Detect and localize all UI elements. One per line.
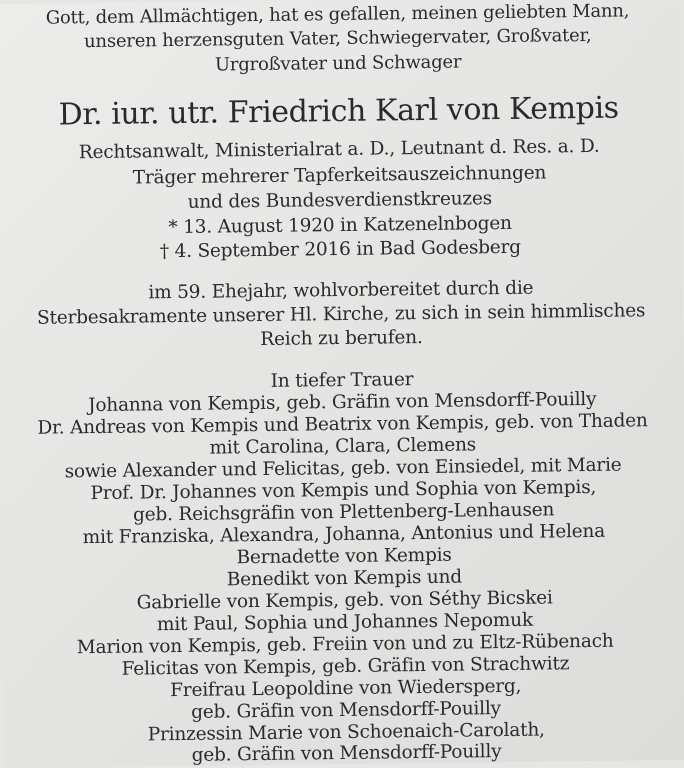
mourner-line: Benedikt von Kempis und bbox=[226, 566, 463, 591]
deceased-honors: Träger mehrerer Tapferkeitsauszeichnungen bbox=[132, 162, 547, 189]
mourner-line: Marion von Kempis, geb. Freiin von und zu Eltz-Rübenach bbox=[76, 630, 614, 659]
mourner-line: Gabrielle von Kempis, geb. von Séthy Bicskei bbox=[136, 587, 553, 614]
mourner-line: Prof. Dr. Johannes von Kempis und Sophia von Kempis, bbox=[90, 476, 597, 505]
deceased-honors: und des Bundesverdienstkreuzes bbox=[187, 188, 493, 213]
mourner-line: mit Carolina, Clara, Clemens bbox=[209, 434, 477, 459]
mourner-line: sowie Alexander und Felicitas, geb. von Einsiedel, mit Marie bbox=[64, 454, 622, 483]
birth-date: * 13. August 1920 in Katzenelnbogen bbox=[168, 212, 512, 239]
deceased-name: Dr. iur. utr. Friedrich Karl von Kempis bbox=[58, 90, 619, 133]
mourner-line: Prinzessin Marie von Schoenaich-Carolath, bbox=[147, 719, 545, 746]
intro-line: unseren herzensguten Vater, Schwiegervater, Großvater, bbox=[83, 24, 592, 53]
mourner-line: geb. Gräfin von Mensdorff-Pouilly bbox=[191, 741, 502, 766]
death-date: † 4. September 2016 in Bad Godesberg bbox=[159, 236, 522, 263]
mourner-line: Bernadette von Kempis bbox=[236, 544, 452, 569]
mourner-line: geb. Gräfin von Mensdorff-Pouilly bbox=[191, 698, 502, 723]
mourner-line: geb. Reichsgräfin von Plettenberg-Lenhausen bbox=[132, 499, 555, 526]
mourners-heading: In tiefer Trauer bbox=[270, 369, 414, 392]
mourner-line: Freifrau Leopoldine von Wiedersperg, bbox=[170, 675, 522, 702]
mourner-line: mit Franziska, Alexandra, Johanna, Antonius und Helena bbox=[82, 520, 606, 549]
passing-line: Reich zu berufen. bbox=[260, 327, 423, 350]
passing-line: im 59. Ehejahr, wohlvorbereitet durch die bbox=[148, 277, 534, 304]
mourner-line: mit Paul, Sophia und Johannes Nepomuk bbox=[156, 609, 534, 636]
passing-line: Sterbesakramente unserer Hl. Kirche, zu sich in sein himmlisches bbox=[36, 300, 646, 329]
intro-line: Urgroßvater und Schwager bbox=[214, 51, 462, 76]
mourner-line: Johanna von Kempis, geb. Gräfin von Mensdorff-Pouilly bbox=[88, 388, 597, 417]
intro-line: Gott, dem Allmächtigen, hat es gefallen, meinen geliebten Mann, bbox=[45, 0, 630, 29]
mourner-line: Dr. Andreas von Kempis und Beatrix von Kempis, geb. von Thaden bbox=[37, 410, 648, 439]
mourner-line: Felicitas von Kempis, geb. Gräfin von Strachwitz bbox=[121, 653, 570, 680]
deceased-title: Rechtsanwalt, Ministerialrat a. D., Leutnant d. Res. a. D. bbox=[78, 135, 600, 164]
